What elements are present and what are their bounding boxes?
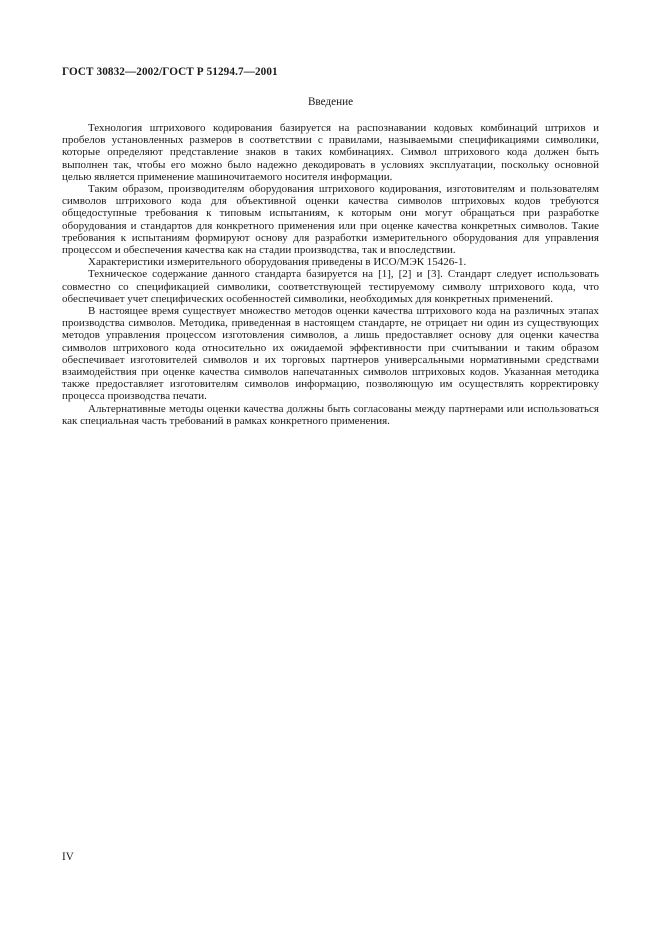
introduction-body (62, 122, 599, 427)
paragraph-test-requirements: Таким образом, производителям оборудования штрихового кодирования, изготовителям и пользователям символов штрихового кода для объективной оценки качества символов штриховых кодов требуются общедоступные требования к типовым испытаниям, к которым они могут обращаться при разработке оборудования и стандартов для конкретного применения или при оценке качества конкретных символов. Такие требования к испытаниям формируют основу для разработки измерительного оборудования для управления процессом и обеспечения качества как на стадии производства, так и впоследствии. (62, 183, 599, 257)
paragraph-measuring-equipment: Характеристики измерительного оборудования приведены в ИСО/МЭК 15426-1. (88, 256, 467, 269)
document-header: ГОСТ 30832—2002/ГОСТ Р 51294.7—2001 (62, 66, 278, 78)
paragraph-alternative-methods: Альтернативные методы оценки качества должны быть согласованы между партнерами или использоваться как специальная часть требований в рамках конкретного применения. (62, 402, 599, 427)
paragraph-existing-methods: В настоящее время существует множество методов оценки качества штрихового кода на различных этапах производства символов. Методика, приведенная в настоящем стандарте, не отрицает ни один из существующих методов управления процессом изготовления символов, а лишь предоставляет основу для оценки качества символов штрихового кода относительно их ожидаемой эффективности при считывании и таким образом обеспечивает изготовителей символов и их торговых партнеров универсальными нормативными средствами взаимодействия при оценке качества символов напечатанных символов штриховых кодов. Указанная методика также предоставляет изготовителям символов информацию, позволяющую им осуществлять корректировку процесса производства печати. (62, 305, 599, 403)
page-number: IV (62, 851, 74, 863)
section-title: Введение (307, 96, 354, 108)
paragraph-barcode-technology: Технология штрихового кодирования базируется на распознавании кодовых комбинаций штрихов и пробелов установленных размеров в соответствии с правилами, называемыми спецификациями символики, которые определяют представление знаков в таких комбинациях. Символ штрихового кода должен быть выполнен так, чтобы его можно было надежно декодировать в условиях эксплуатации, поскольку основной целью является применение машиночитаемого носителя информации. (62, 122, 599, 183)
paragraph-technical-content: Техническое содержание данного стандарта базируется на [1], [2] и [3]. Стандарт следует использовать совместно со спецификацией символики, соответствующей тестируемому символу штрихового кода, что обеспечивает учет специфических особенностей символики, необходимых для конкретных применений. (62, 268, 599, 305)
